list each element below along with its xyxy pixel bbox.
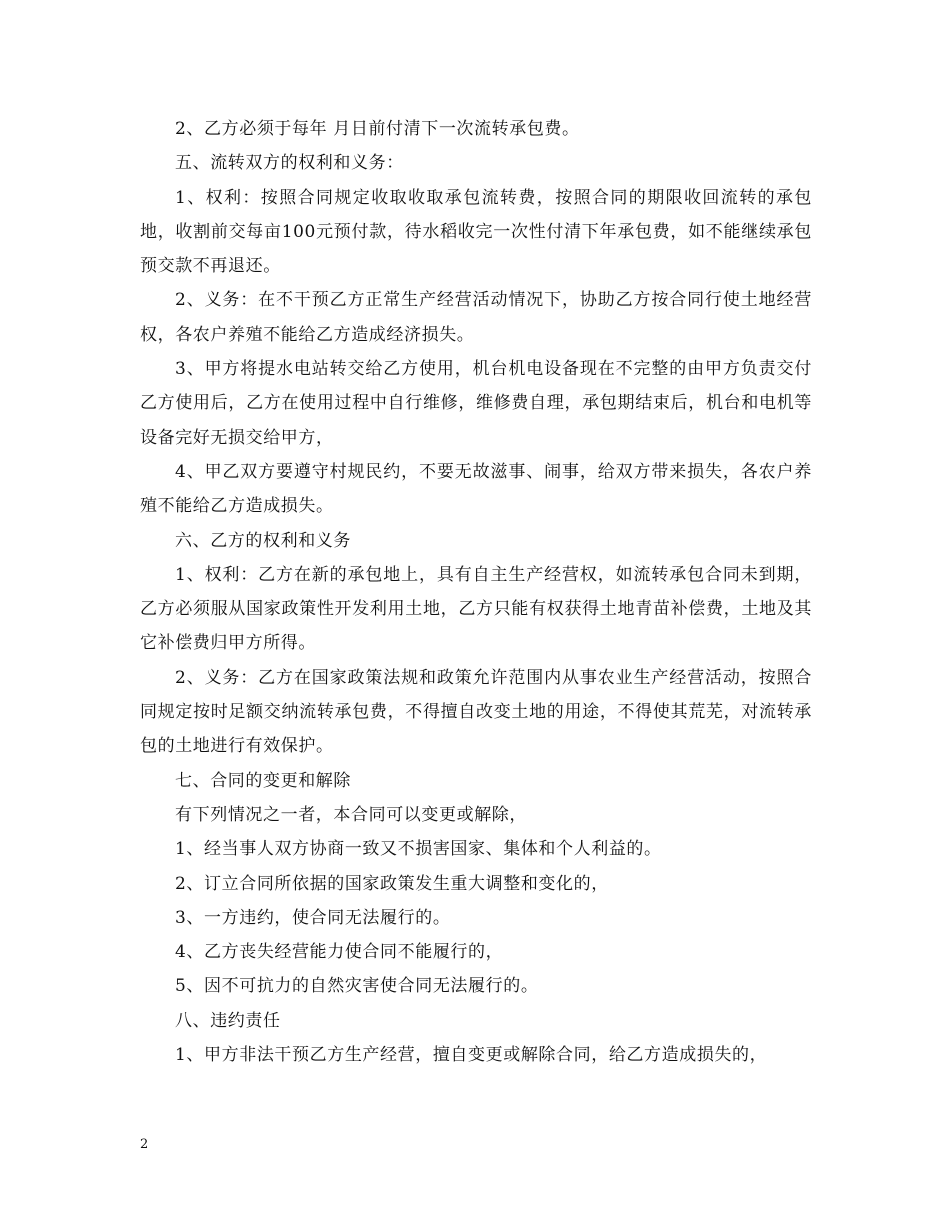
section-heading: 七、合同的变更和解除 <box>175 770 351 791</box>
section-heading: 六、乙方的权利和义务 <box>175 530 351 551</box>
list-item: 2、订立合同所依据的国家政策发生重大调整和变化的， <box>175 873 609 894</box>
document-body <box>140 112 812 1072</box>
paragraph: 有下列情况之一者，本合同可以变更或解除， <box>175 804 527 825</box>
list-item: 3、一方违约，使合同无法履行的。 <box>175 907 451 928</box>
paragraph: 4、甲乙双方要遵守村规民约，不要无故滋事、闹事，给双方带来损失，各农户养殖不能给乙方造成损失。 <box>140 461 812 517</box>
list-item: 4、乙方丧失经营能力使合同不能履行的， <box>175 942 504 963</box>
list-item: 1、经当事人双方协商一致又不损害国家、集体和个人利益的。 <box>175 839 662 860</box>
section-heading: 五、流转双方的权利和义务： <box>175 153 404 174</box>
paragraph: 2、义务：乙方在国家政策法规和政策允许范围内从事农业生产经营活动，按照合同规定按时足额交纳流转承包费，不得擅自改变土地的用途，不得使其荒芜，对流转承包的土地进行有效保护。 <box>140 667 812 757</box>
page-number: 2 <box>140 1137 149 1152</box>
paragraph: 1、权利：按照合同规定收取收取承包流转费，按照合同的期限收回流转的承包地，收割前交每亩100元预付款，待水稻收完一次性付清下年承包费，如不能继续承包预交款不再退还。 <box>140 187 812 277</box>
paragraph: 3、甲方将提水电站转交给乙方使用，机台机电设备现在不完整的由甲方负责交付乙方使用后，乙方在使用过程中自行维修，维修费自理，承包期结束后，机台和电机等设备完好无损交给甲方， <box>140 359 812 448</box>
section-heading: 八、违约责任 <box>175 1010 281 1031</box>
paragraph: 2、义务：在不干预乙方正常生产经营活动情况下，协助乙方按合同行使土地经营权，各农户养殖不能给乙方造成经济损失。 <box>140 290 812 345</box>
paragraph: 1、甲方非法干预乙方生产经营，擅自变更或解除合同，给乙方造成损失的， <box>175 1045 768 1066</box>
list-item: 5、因不可抗力的自然灾害使合同无法履行的。 <box>175 976 539 997</box>
paragraph: 1、权利：乙方在新的承包地上，具有自主生产经营权，如流转承包合同未到期，乙方必须服从国家政策性开发利用土地，乙方只能有权获得土地青苗补偿费，土地及其它补偿费归甲方所得。 <box>140 564 812 654</box>
paragraph: 2、乙方必须于每年 月日前付清下一次流转承包费。 <box>175 119 580 139</box>
